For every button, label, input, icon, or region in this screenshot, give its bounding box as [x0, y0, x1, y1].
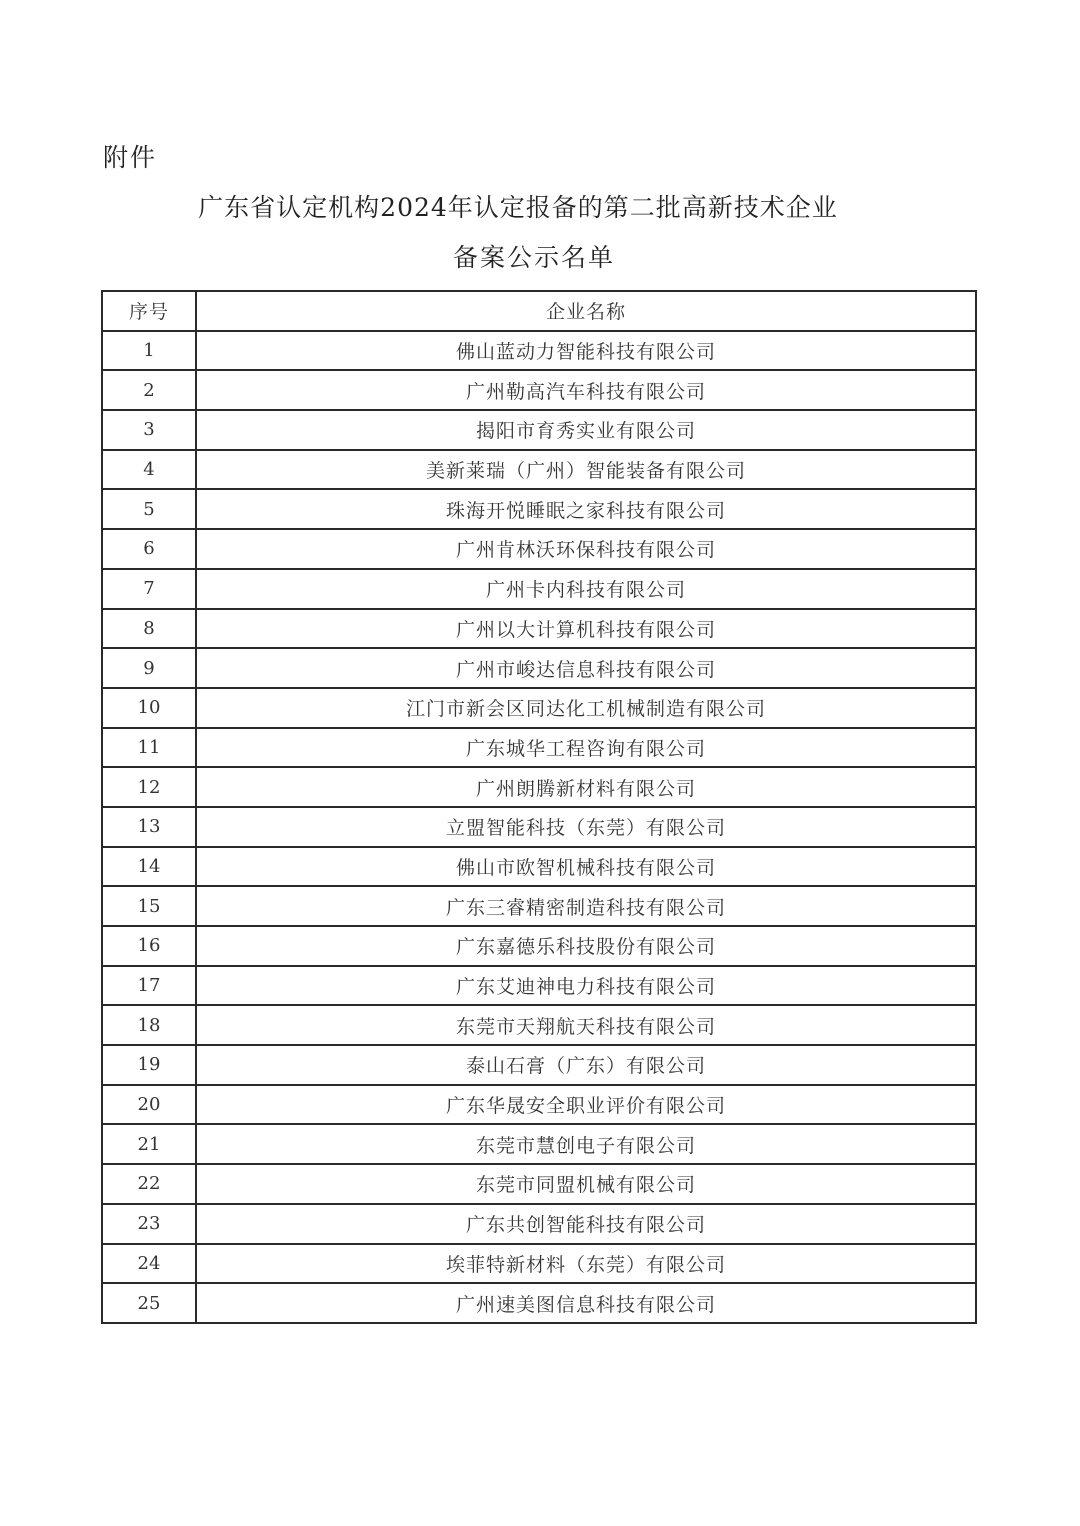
row-serial-number: 25	[102, 1283, 196, 1323]
row-serial-number: 12	[102, 767, 196, 807]
row-serial-number: 1	[102, 331, 196, 371]
row-serial-number: 24	[102, 1244, 196, 1284]
row-serial-number: 6	[102, 529, 196, 569]
row-serial-number: 19	[102, 1045, 196, 1085]
table-row	[102, 728, 976, 768]
row-serial-number: 16	[102, 926, 196, 966]
row-serial-number: 22	[102, 1164, 196, 1204]
row-serial-number: 3	[102, 410, 196, 450]
table-row	[102, 847, 976, 887]
row-enterprise-name: 广州勒高汽车科技有限公司	[196, 370, 976, 410]
row-enterprise-name: 立盟智能科技（东莞）有限公司	[196, 807, 976, 847]
row-serial-number: 17	[102, 966, 196, 1006]
table-row	[102, 609, 976, 649]
row-enterprise-name: 东莞市同盟机械有限公司	[196, 1164, 976, 1204]
row-enterprise-name: 广东艾迪神电力科技有限公司	[196, 966, 976, 1006]
row-serial-number: 10	[102, 688, 196, 728]
row-enterprise-name: 佛山市欧智机械科技有限公司	[196, 847, 976, 887]
table-row	[102, 1164, 976, 1204]
row-serial-number: 8	[102, 609, 196, 649]
table-row	[102, 807, 976, 847]
table-row	[102, 648, 976, 688]
header-serial-number: 序号	[102, 291, 196, 331]
row-enterprise-name: 美新莱瑞（广州）智能装备有限公司	[196, 450, 976, 490]
attachment-label: 附件	[103, 143, 158, 172]
row-enterprise-name: 广东三睿精密制造科技有限公司	[196, 886, 976, 926]
row-enterprise-name: 揭阳市育秀实业有限公司	[196, 410, 976, 450]
table-row	[102, 926, 976, 966]
row-serial-number: 7	[102, 569, 196, 609]
row-enterprise-name: 广东共创智能科技有限公司	[196, 1204, 976, 1244]
row-enterprise-name: 珠海开悦睡眠之家科技有限公司	[196, 489, 976, 529]
row-enterprise-name: 广州卡内科技有限公司	[196, 569, 976, 609]
table-row	[102, 410, 976, 450]
table-row	[102, 1244, 976, 1284]
row-enterprise-name: 东莞市天翔航天科技有限公司	[196, 1005, 976, 1045]
row-serial-number: 23	[102, 1204, 196, 1244]
row-enterprise-name: 江门市新会区同达化工机械制造有限公司	[196, 688, 976, 728]
header-enterprise-name: 企业名称	[196, 291, 976, 331]
row-enterprise-name: 广东嘉德乐科技股份有限公司	[196, 926, 976, 966]
row-enterprise-name: 广东城华工程咨询有限公司	[196, 728, 976, 768]
enterprise-table	[101, 290, 977, 1324]
row-serial-number: 5	[102, 489, 196, 529]
row-enterprise-name: 广州以大计算机科技有限公司	[196, 609, 976, 649]
table-row	[102, 1045, 976, 1085]
row-serial-number: 15	[102, 886, 196, 926]
table-row	[102, 529, 976, 569]
row-serial-number: 14	[102, 847, 196, 887]
row-serial-number: 20	[102, 1085, 196, 1125]
table-header-row	[102, 291, 976, 331]
row-enterprise-name: 广州朗腾新材料有限公司	[196, 767, 976, 807]
row-serial-number: 11	[102, 728, 196, 768]
table-body	[102, 331, 976, 1323]
row-serial-number: 13	[102, 807, 196, 847]
row-serial-number: 9	[102, 648, 196, 688]
row-enterprise-name: 广州肯林沃环保科技有限公司	[196, 529, 976, 569]
table-row	[102, 331, 976, 371]
row-serial-number: 2	[102, 370, 196, 410]
row-enterprise-name: 东莞市慧创电子有限公司	[196, 1124, 976, 1164]
table-row	[102, 966, 976, 1006]
row-enterprise-name: 泰山石膏（广东）有限公司	[196, 1045, 976, 1085]
row-serial-number: 21	[102, 1124, 196, 1164]
table-row	[102, 886, 976, 926]
table-row	[102, 1124, 976, 1164]
row-enterprise-name: 埃菲特新材料（东莞）有限公司	[196, 1244, 976, 1284]
row-enterprise-name: 佛山蓝动力智能科技有限公司	[196, 331, 976, 371]
table-row	[102, 688, 976, 728]
row-serial-number: 18	[102, 1005, 196, 1045]
table-row	[102, 1085, 976, 1125]
row-enterprise-name: 广州速美图信息科技有限公司	[196, 1283, 976, 1323]
table-row	[102, 1005, 976, 1045]
table-row	[102, 489, 976, 529]
row-enterprise-name: 广东华晟安全职业评价有限公司	[196, 1085, 976, 1125]
document-subtitle: 备案公示名单	[452, 243, 615, 272]
table-row	[102, 569, 976, 609]
document-title: 广东省认定机构2024年认定报备的第二批高新技术企业	[198, 193, 838, 222]
table-row	[102, 767, 976, 807]
table-row	[102, 450, 976, 490]
table-row	[102, 370, 976, 410]
row-serial-number: 4	[102, 450, 196, 490]
table-row	[102, 1204, 976, 1244]
table-row	[102, 1283, 976, 1323]
row-enterprise-name: 广州市峻达信息科技有限公司	[196, 648, 976, 688]
